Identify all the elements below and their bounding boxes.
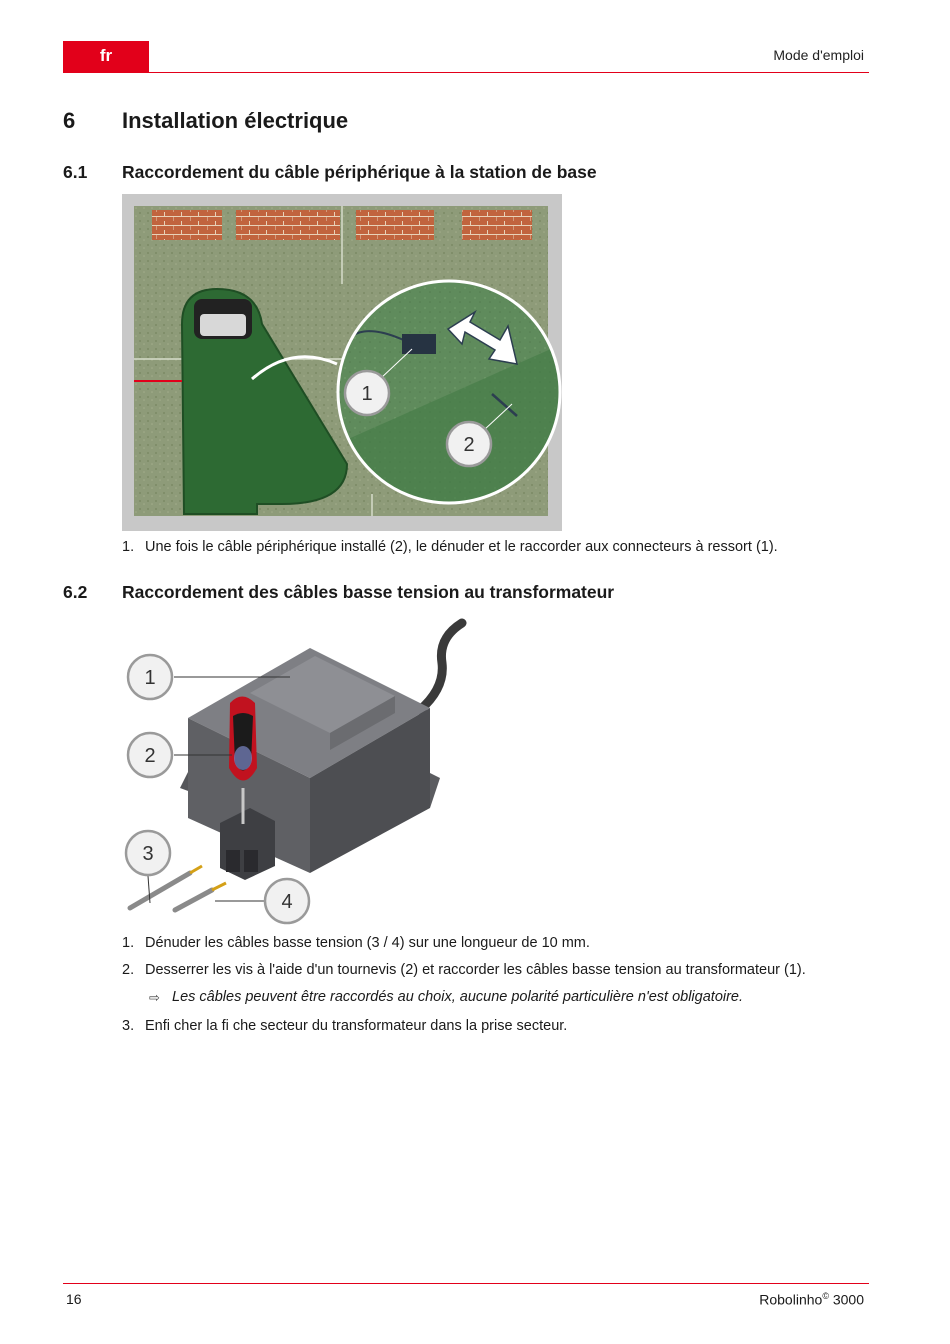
callout-1-label: 1 — [361, 383, 373, 405]
list-item — [122, 1016, 862, 1037]
step-number: 3. — [122, 1018, 135, 1034]
list-item — [122, 537, 862, 558]
base-station-figure — [122, 194, 562, 531]
step-number: 1. — [122, 539, 135, 555]
result-note — [122, 987, 862, 1008]
result-arrow-icon: ⇨ — [149, 990, 160, 1005]
list-item — [122, 933, 862, 954]
step-text: Dénuder les câbles basse tension (3 / 4) sur une longueur de 10 mm. — [145, 935, 590, 951]
copyright-mark: © — [822, 1291, 829, 1301]
callout-2-label: 2 — [144, 745, 156, 767]
callout-4-label: 4 — [281, 891, 293, 913]
page-number: 16 — [66, 1291, 82, 1307]
subsection-1-title: Raccordement du câble périphérique à la station de base — [122, 162, 597, 182]
step-number: 2. — [122, 962, 135, 978]
callout-3-label: 3 — [142, 843, 154, 865]
step-text: Enfi cher la fi che secteur du transformateur dans la prise secteur. — [145, 1018, 568, 1034]
subsection-1-number: 6.1 — [63, 162, 88, 182]
step-number: 1. — [122, 935, 135, 951]
power-cable — [420, 623, 462, 710]
subsection-2-title: Raccordement des câbles basse tension au transformateur — [122, 582, 615, 602]
section-number: 6 — [63, 108, 76, 133]
callout-3 — [126, 831, 170, 903]
step-text: Une fois le câble périphérique installé (2), le dénuder et le raccorder aux connecteurs à ressort (1). — [145, 539, 778, 555]
steps-list-6-1 — [122, 537, 862, 564]
callout-4 — [215, 879, 309, 923]
steps-list-6-2 — [122, 933, 862, 1043]
transformer — [180, 648, 440, 880]
product-model: 3000 — [828, 1291, 864, 1308]
list-item — [122, 960, 862, 981]
subsection-2-number: 6.2 — [63, 582, 88, 602]
transformer-figure — [120, 618, 480, 928]
header-title: Mode d'emploi — [773, 47, 864, 63]
footer-product — [759, 1291, 864, 1308]
header-divider — [63, 72, 869, 73]
product-name: Robolinho — [759, 1291, 823, 1308]
step-text: Desserrer les vis à l'aide d'un tournevis (2) et raccorder les câbles basse tension au transformateur (1). — [145, 962, 806, 978]
language-badge: fr — [63, 41, 149, 73]
result-text: Les câbles peuvent être raccordés au choix, aucune polarité particulière n'est obligatoire. — [172, 989, 744, 1005]
callout-1-label: 1 — [144, 667, 156, 689]
footer-divider — [63, 1283, 869, 1284]
section-title: Installation électrique — [122, 108, 349, 133]
callout-2-label: 2 — [463, 434, 475, 456]
